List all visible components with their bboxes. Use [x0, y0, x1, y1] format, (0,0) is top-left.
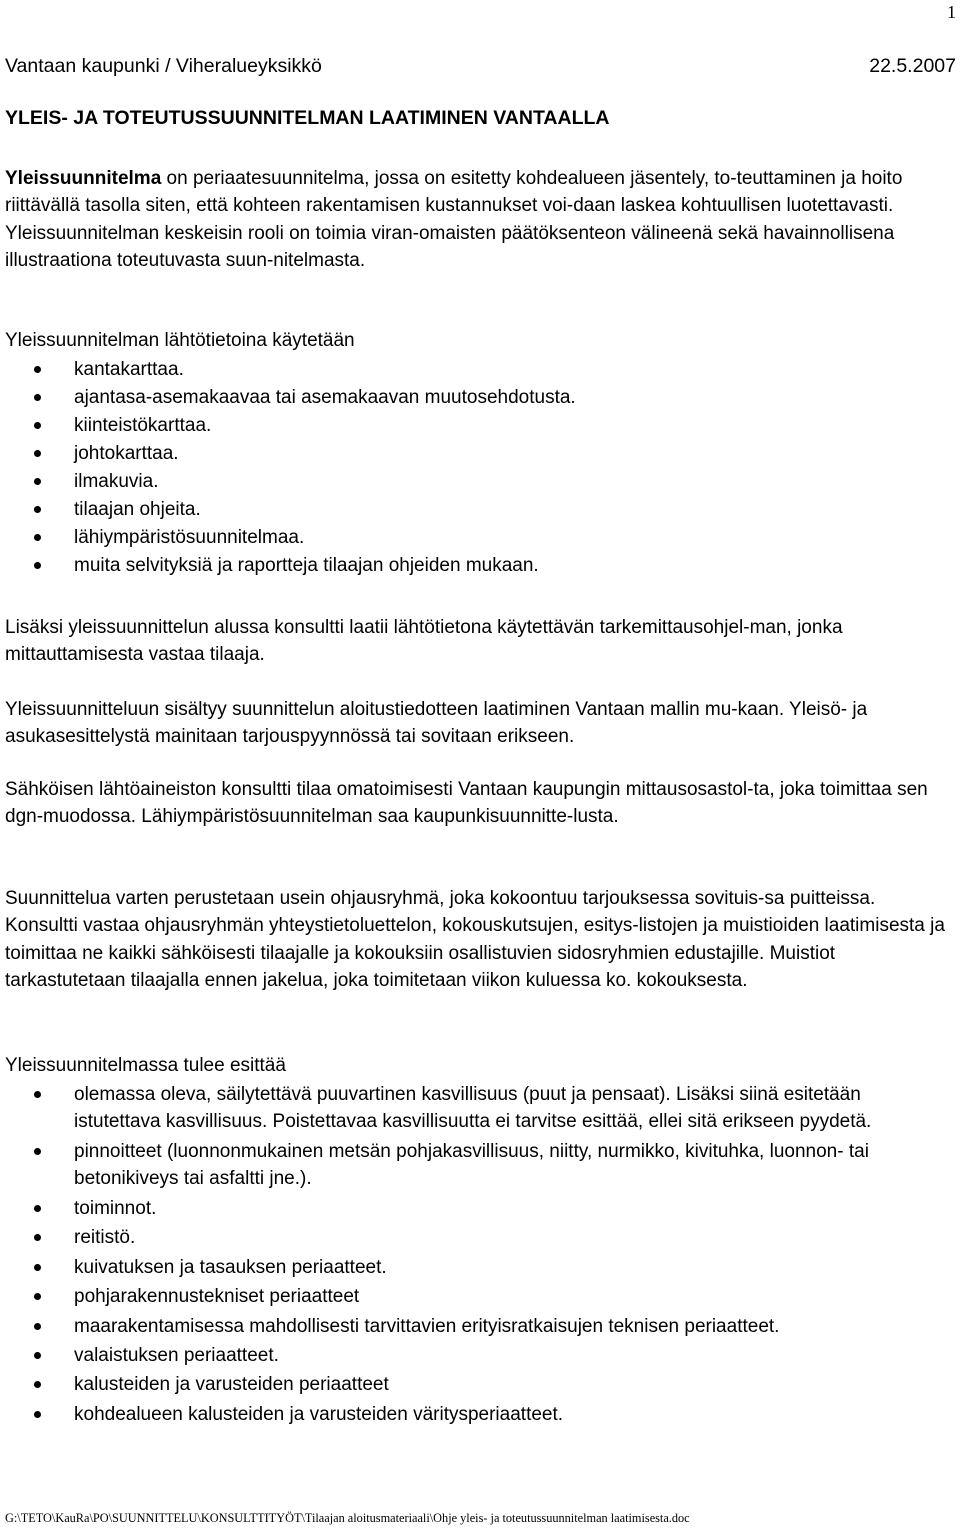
bullet-icon	[34, 562, 41, 569]
list-item: kiinteistökarttaa.	[5, 412, 576, 440]
intro-text: on periaatesuunnitelma, jossa on esitetty kohdealueen jäsentely, to-teuttaminen ja hoito riittävällä tasolla siten, että kohteen rakentamisen kustannukset voi-daan laskea kohtuullisen luotettavasti. Yleissuunnitelman keskeisin rooli on toimia viran-omaisten päätöksenteon välineenä sekä havainnollisena illustraationa toteutuvasta suun-nitelmasta.	[5, 168, 903, 271]
list-item: ajantasa-asemakaavaa tai asemakaavan muutosehdotusta.	[5, 384, 576, 412]
bullet-icon	[34, 366, 41, 373]
list-item: muita selvityksiä ja raportteja tilaajan ohjeiden mukaan.	[5, 552, 576, 580]
list-item: toiminnot.	[5, 1195, 935, 1222]
paragraph-measurement: Lisäksi yleissuunnittelun alussa konsultti laatii lähtötietona käytettävän tarkemittausohjel-man, jonka mittauttamisesta vastaa tilaaja.	[5, 617, 843, 666]
bullet-icon	[34, 1234, 41, 1241]
page-number: 1	[947, 2, 956, 22]
list-item: maarakentamisessa mahdollisesti tarvittavien erityisratkaisujen teknisen periaatteet.	[5, 1313, 935, 1340]
list-item: kalusteiden ja varusteiden periaatteet	[5, 1371, 935, 1398]
paragraph-announcement: Yleissuunnitteluun sisältyy suunnittelun aloitustiedotteen laatiminen Vantaan mallin mu-kaan. Yleisö- ja asukasesittelystä mainitaan tarjouspyynnössä tai sovitaan erikseen.	[5, 699, 868, 748]
list-item: johtokarttaa.	[5, 440, 576, 468]
file-path-footer: G:\TETO\KauRa\PO\SUUNNITTELU\KONSULTTITYÖT\Tilaajan aloitusmateriaali\Ohje yleis- ja toteutussuunnitelman laatimisesta.doc	[5, 1511, 690, 1525]
list-item: pinnoitteet (luonnonmukainen metsän pohjakasvillisuus, niitty, nurmikko, kivituhka, luonnon- tai betonikiveys tai asfaltti jne.).	[5, 1138, 935, 1193]
list-item: tilaajan ohjeita.	[5, 496, 576, 524]
bullet-icon	[34, 422, 41, 429]
header-organization: Vantaan kaupunki / Viheralueyksikkö	[5, 55, 322, 77]
bullet-icon	[34, 1381, 41, 1388]
presentation-heading: Yleissuunnitelmassa tulee esittää	[5, 1055, 286, 1076]
bullet-icon	[34, 1264, 41, 1271]
list-item: valaistuksen periaatteet.	[5, 1342, 935, 1369]
source-data-heading: Yleissuunnitelman lähtötietoina käytetään	[5, 330, 355, 351]
bullet-icon	[34, 1205, 41, 1212]
document-header	[5, 52, 956, 80]
bullet-icon	[34, 1411, 41, 1418]
list-item: lähiympäristösuunnitelmaa.	[5, 524, 576, 552]
list-item: olemassa oleva, säilytettävä puuvartinen kasvillisuus (puut ja pensaat). Lisäksi siinä esitetään istutettava kasvillisuus. Poistettavaa kasvillisuutta ei tarvitse esittää, ellei sitä erikseen pyydetä.	[5, 1081, 935, 1136]
presentation-list	[5, 1081, 935, 1428]
bullet-icon	[34, 1323, 41, 1330]
bullet-icon	[34, 1148, 41, 1155]
list-item: kantakarttaa.	[5, 356, 576, 384]
intro-paragraph	[5, 165, 953, 274]
bullet-icon	[34, 394, 41, 401]
bullet-icon	[34, 506, 41, 513]
paragraph-electronic-data: Sähköisen lähtöaineiston konsultti tilaa omatoimisesti Vantaan kaupungin mittausosastol-ta, joka toimittaa sen dgn-muodossa. Lähiympäristösuunnitelman saa kaupunkisuunnitte-lusta.	[5, 779, 928, 828]
list-item: kuivatuksen ja tasauksen periaatteet.	[5, 1254, 935, 1281]
bullet-icon	[34, 534, 41, 541]
list-item: ilmakuvia.	[5, 468, 576, 496]
list-item: reitistö.	[5, 1224, 935, 1251]
list-item: kohdealueen kalusteiden ja varusteiden väritysperiaatteet.	[5, 1401, 935, 1428]
bullet-icon	[34, 1352, 41, 1359]
source-data-list	[5, 356, 576, 580]
bullet-icon	[34, 478, 41, 485]
bullet-icon	[34, 1293, 41, 1300]
paragraph-steering-group: Suunnittelua varten perustetaan usein ohjausryhmä, joka kokoontuu tarjouksessa sovituis-sa puitteissa. Konsultti vastaa ohjausryhmän yhteystietoluettelon, kokouskutsujen, esitys-listojen ja muistioiden laatimisesta ja toimittaa ne kaikki sähköisesti tilaajalle ja kokouksiin osallistuvien sidosryhmien edustajille. Muistiot tarkastutetaan tilaajalla ennen jakelua, joka toimitetaan viikon kuluessa ko. kokouksesta.	[5, 888, 945, 991]
header-date: 22.5.2007	[869, 55, 956, 77]
list-item: pohjarakennustekniset periaatteet	[5, 1283, 935, 1310]
document-title: YLEIS- JA TOTEUTUSSUUNNITELMAN LAATIMINEN VANTAALLA	[5, 107, 610, 129]
bullet-icon	[34, 1091, 41, 1098]
intro-term: Yleissuunnitelma	[5, 168, 162, 189]
bullet-icon	[34, 450, 41, 457]
